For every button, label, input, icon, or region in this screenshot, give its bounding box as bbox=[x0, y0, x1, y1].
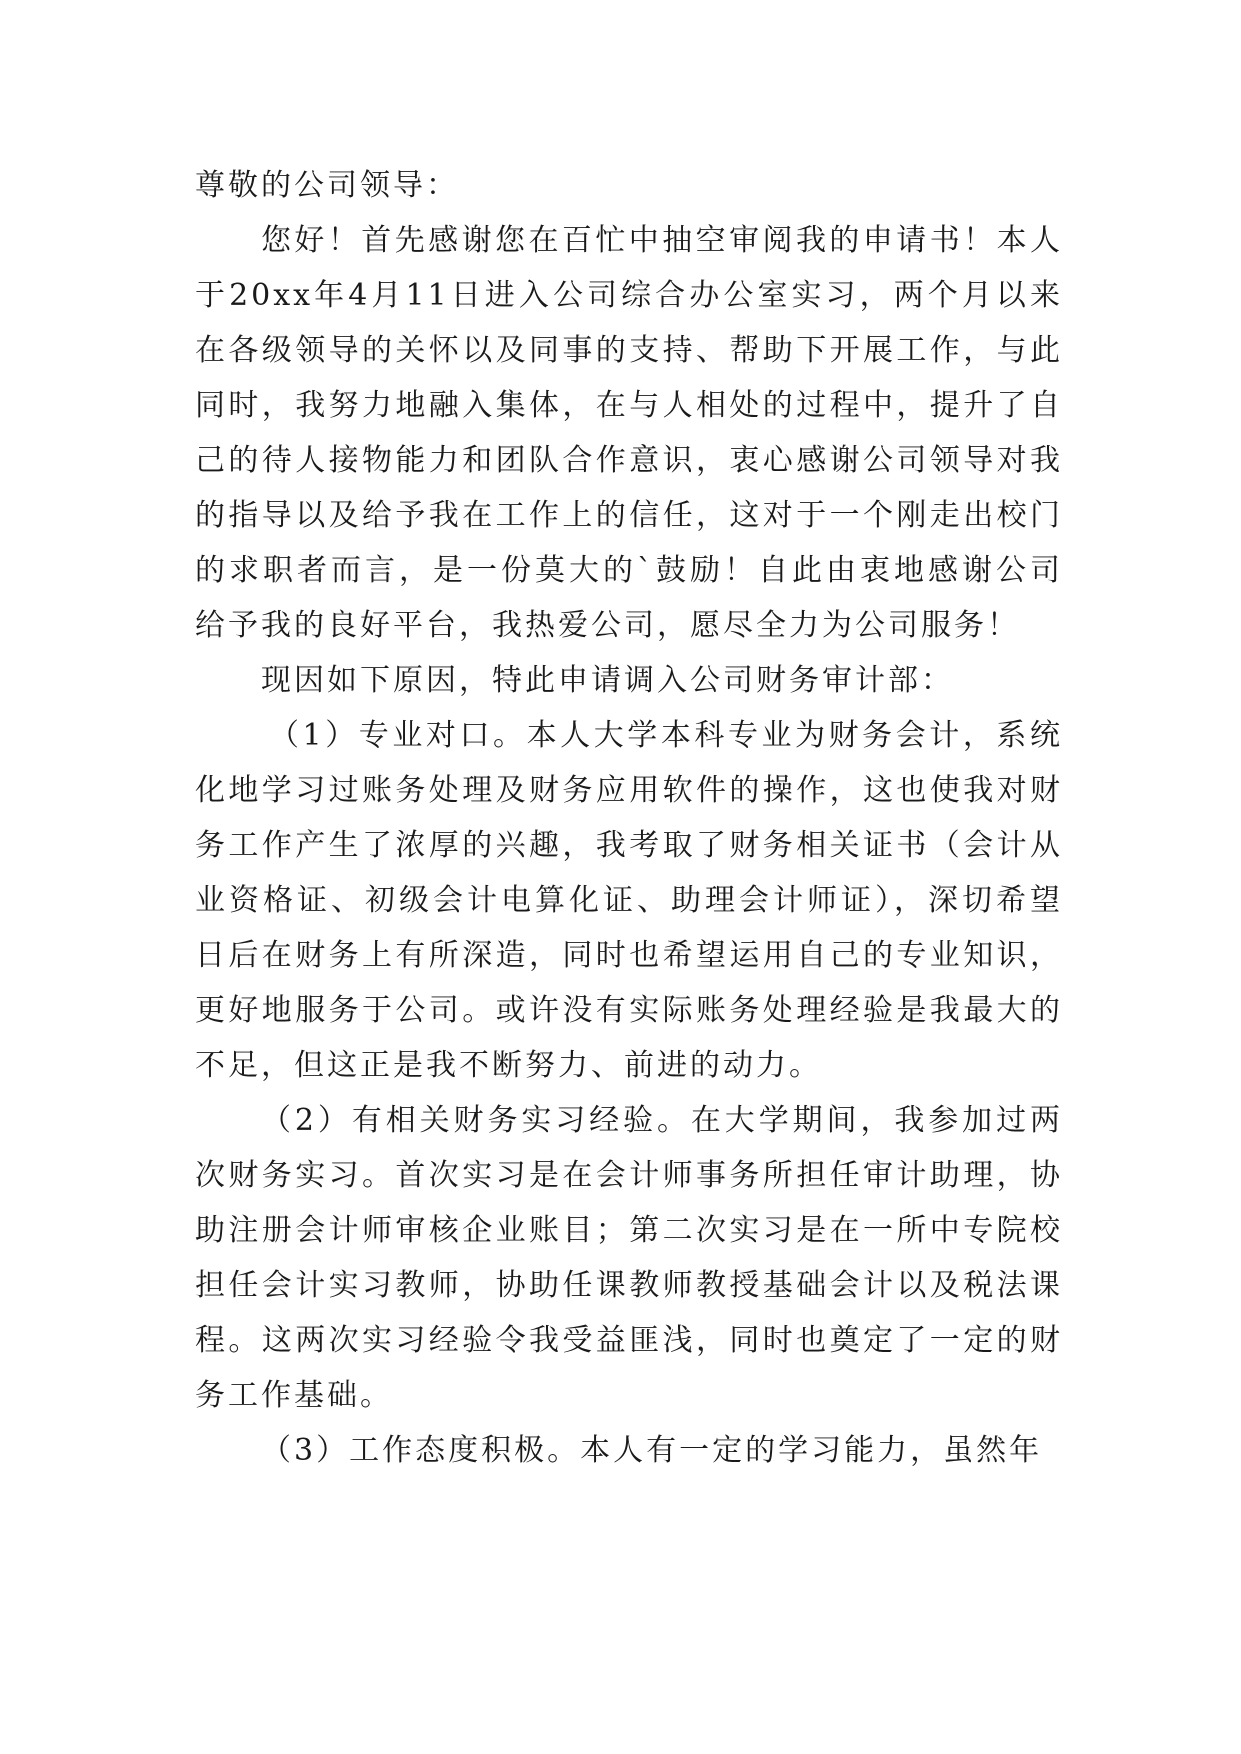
salutation: 尊敬的公司领导： bbox=[195, 168, 459, 203]
paragraph-reason-intro: 现因如下原因，特此申请调入公司财务审计部： bbox=[261, 663, 954, 698]
paragraph-reason-2: （2）有相关财务实习经验。在大学期间，我参加过两次财务实习。首次实习是在会计师事务所担任审计助理，协助注册会计师审核企业账目；第二次实习是在一所中专院校担任会计实习教师，协助任课教师教授基础会计以及税法课程。这两次实习经验令我受益匪浅，同时也奠定了一定的财务工作基础。 bbox=[195, 1103, 1063, 1413]
paragraph-reason-1: （1）专业对口。本人大学本科专业为财务会计，系统化地学习过账务处理及财务应用软件的操作，这也使我对财务工作产生了浓厚的兴趣，我考取了财务相关证书（会计从业资格证、初级会计电算化证、助理会计师证），深切希望日后在财务上有所深造，同时也希望运用自己的专业知识，更好地服务于公司。或许没有实际账务处理经验是我最大的不足，但这正是我不断努力、前进的动力。 bbox=[195, 718, 1063, 1083]
paragraph-reason-3: （3）工作态度积极。本人有一定的学习能力，虽然年 bbox=[261, 1433, 1043, 1468]
paragraph-greeting: 您好！首先感谢您在百忙中抽空审阅我的申请书！本人于20xx年4月11日进入公司综合办公室实习，两个月以来在各级领导的关怀以及同事的支持、帮助下开展工作，与此同时，我努力地融入集体，在与人相处的过程中，提升了自己的待人接物能力和团队合作意识，衷心感谢公司领导对我的指导以及给予我在工作上的信任，这对于一个刚走出校门的求职者而言，是一份莫大的`鼓励！自此由衷地感谢公司给予我的良好平台，我热爱公司，愿尽全力为公司服务！ bbox=[195, 223, 1063, 643]
letter-body bbox=[195, 158, 1063, 1478]
